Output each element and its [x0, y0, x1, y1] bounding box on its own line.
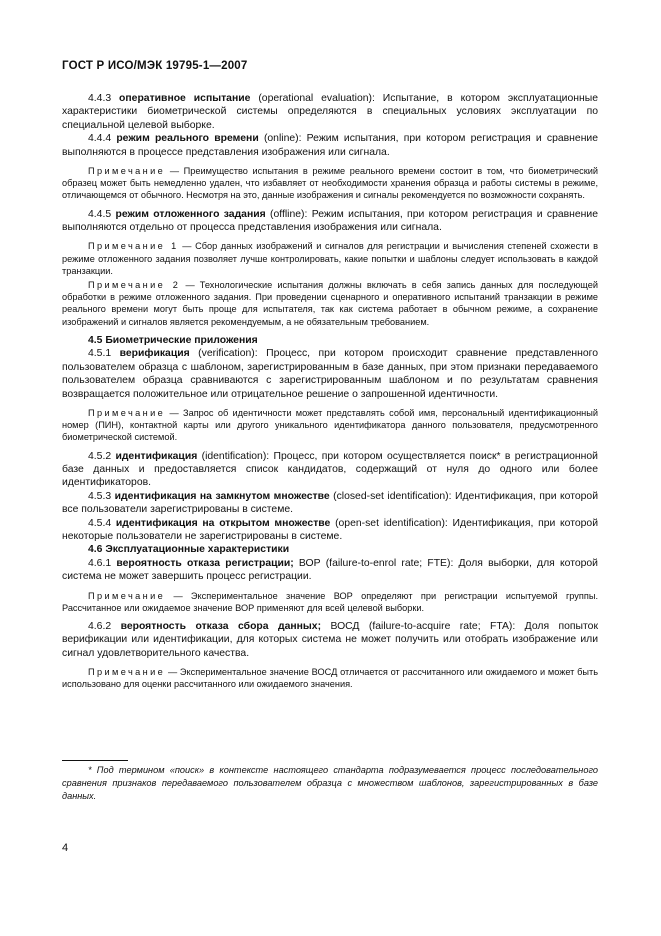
- clause-4-6-1: 4.6.1 вероятность отказа регистрации; ВОР (failure-to-enrol rate; FTE): Доля выборки, для которой система не может завершить процесс регистрации.: [62, 557, 598, 583]
- note-4-5-1: Примечание — Запрос об идентичности может представлять собой имя, персональный идентификационный номер (ПИН), контактной карты или другого уникального идентификатора данного пользователя, предусмотренного биометрической системой.: [62, 407, 598, 443]
- clause-4-5-4: 4.5.4 идентификация на открытом множестве (open-set identification): Идентификация, при которой некоторые пользователи не зарегистрированы в системе.: [62, 517, 599, 542]
- clause-4-4-3: 4.4.3 оперативное испытание (operational evaluation): Испытание, в котором эксплуатационные характеристики биометрической системы определяются в специальных условиях эксплуатации по специальной целевой выборке.: [62, 93, 598, 131]
- page-number: 4: [62, 842, 69, 854]
- note-4-4-5-2: Примечание 2 — Технологические испытания должны включать в себя запись данных для последующей обработки в режиме отложенного задания. При проведении сценарного и оперативного испытаний транзакции в режиме реального времени могут быть проще для испытателя, так как система работает в обычном режиме, а сохранение изображений и сигналов является рекомендуемым, а не обязательным требованием.: [62, 280, 598, 327]
- clause-4-6-2: 4.6.2 вероятность отказа сбора данных; ВОСД (failure-to-acquire rate; FTA): Доля попыток верификации или идентификации, для которых система не может получить или отобрать изображение или сигнал удовлетворительного качества.: [62, 620, 598, 659]
- footnote: * Под термином «поиск» в контексте настоящего стандарта подразумевается процесс последовательного сравнения признаков передаваемого пользователем образца с множеством шаблонов, зарегистрированных в базе данных.: [62, 765, 598, 802]
- page-header: ГОСТ Р ИСО/МЭК 19795-1—2007: [62, 60, 248, 72]
- heading-4-6: 4.6 Эксплуатационные характеристики: [88, 544, 290, 556]
- clause-4-4-5: 4.4.5 режим отложенного задания (offline): Режим испытания, при котором регистрация и сравнение выполняются отдельно от процесса представления изображения или сигнала.: [62, 208, 598, 234]
- heading-4-5: 4.5 Биометрические приложения: [88, 334, 258, 346]
- clause-4-4-4: 4.4.4 режим реального времени (online): Режим испытания, при котором регистрация и сравнение выполняются в процессе представления изображения или сигнала.: [62, 133, 599, 158]
- clause-4-5-3: 4.5.3 идентификация на замкнутом множестве (closed-set identification): Идентификация, при которой все пользователи зарегистрированы в системе.: [62, 490, 598, 516]
- note-4-6-1: Примечание — Экспериментальное значение ВОР определяют при регистрации испытуемой группы. Рассчитанное или ожидаемое значение ВОР применяют для всей целевой выборки.: [62, 590, 598, 613]
- clause-4-5-1: 4.5.1 верификация (verification): Процесс, при котором происходит сравнение представленного пользователем образца с шаблоном, зарегистрированным в базе данных, при этом признаки передаваемого пользователем образца сравниваются с зарегистрированным шаблоном и по результатам сравнения возвращается положительное или отрицательное решение о запрошенной идентичности.: [62, 348, 598, 400]
- note-4-4-4: Примечание — Преимущество испытания в режиме реального времени состоит в том, что биометрический образец может быть немедленно удален, что избавляет от необходимости хранения образца и работы системы в режиме, отличающемся от обычного. Несмотря на это, данные изображения и сигналы рекомендуется по возможности сохранять.: [62, 166, 598, 201]
- footnote-divider: [62, 760, 128, 761]
- clause-4-5-2: 4.5.2 идентификация (identification): Процесс, при котором осуществляется поиск* в регистрационной базе данных и предоставляется список кандидатов, содержащий от нуля до одного или более идентификаторов.: [62, 450, 598, 489]
- document-body: [62, 92, 598, 697]
- note-4-4-5-1: Примечание 1 — Сбор данных изображений и сигналов для регистрации и вычисления степеней схожести в режиме отложенного задания позволяет лучше контролировать, какие попытки и шаблоны следует использовать в каждой транзакции.: [62, 241, 599, 276]
- note-4-6-2: Примечание — Экспериментальное значение ВОСД отличается от рассчитанного или ожидаемого и может быть использовано для оценки рассчитанного или ожидаемого значения.: [62, 667, 598, 690]
